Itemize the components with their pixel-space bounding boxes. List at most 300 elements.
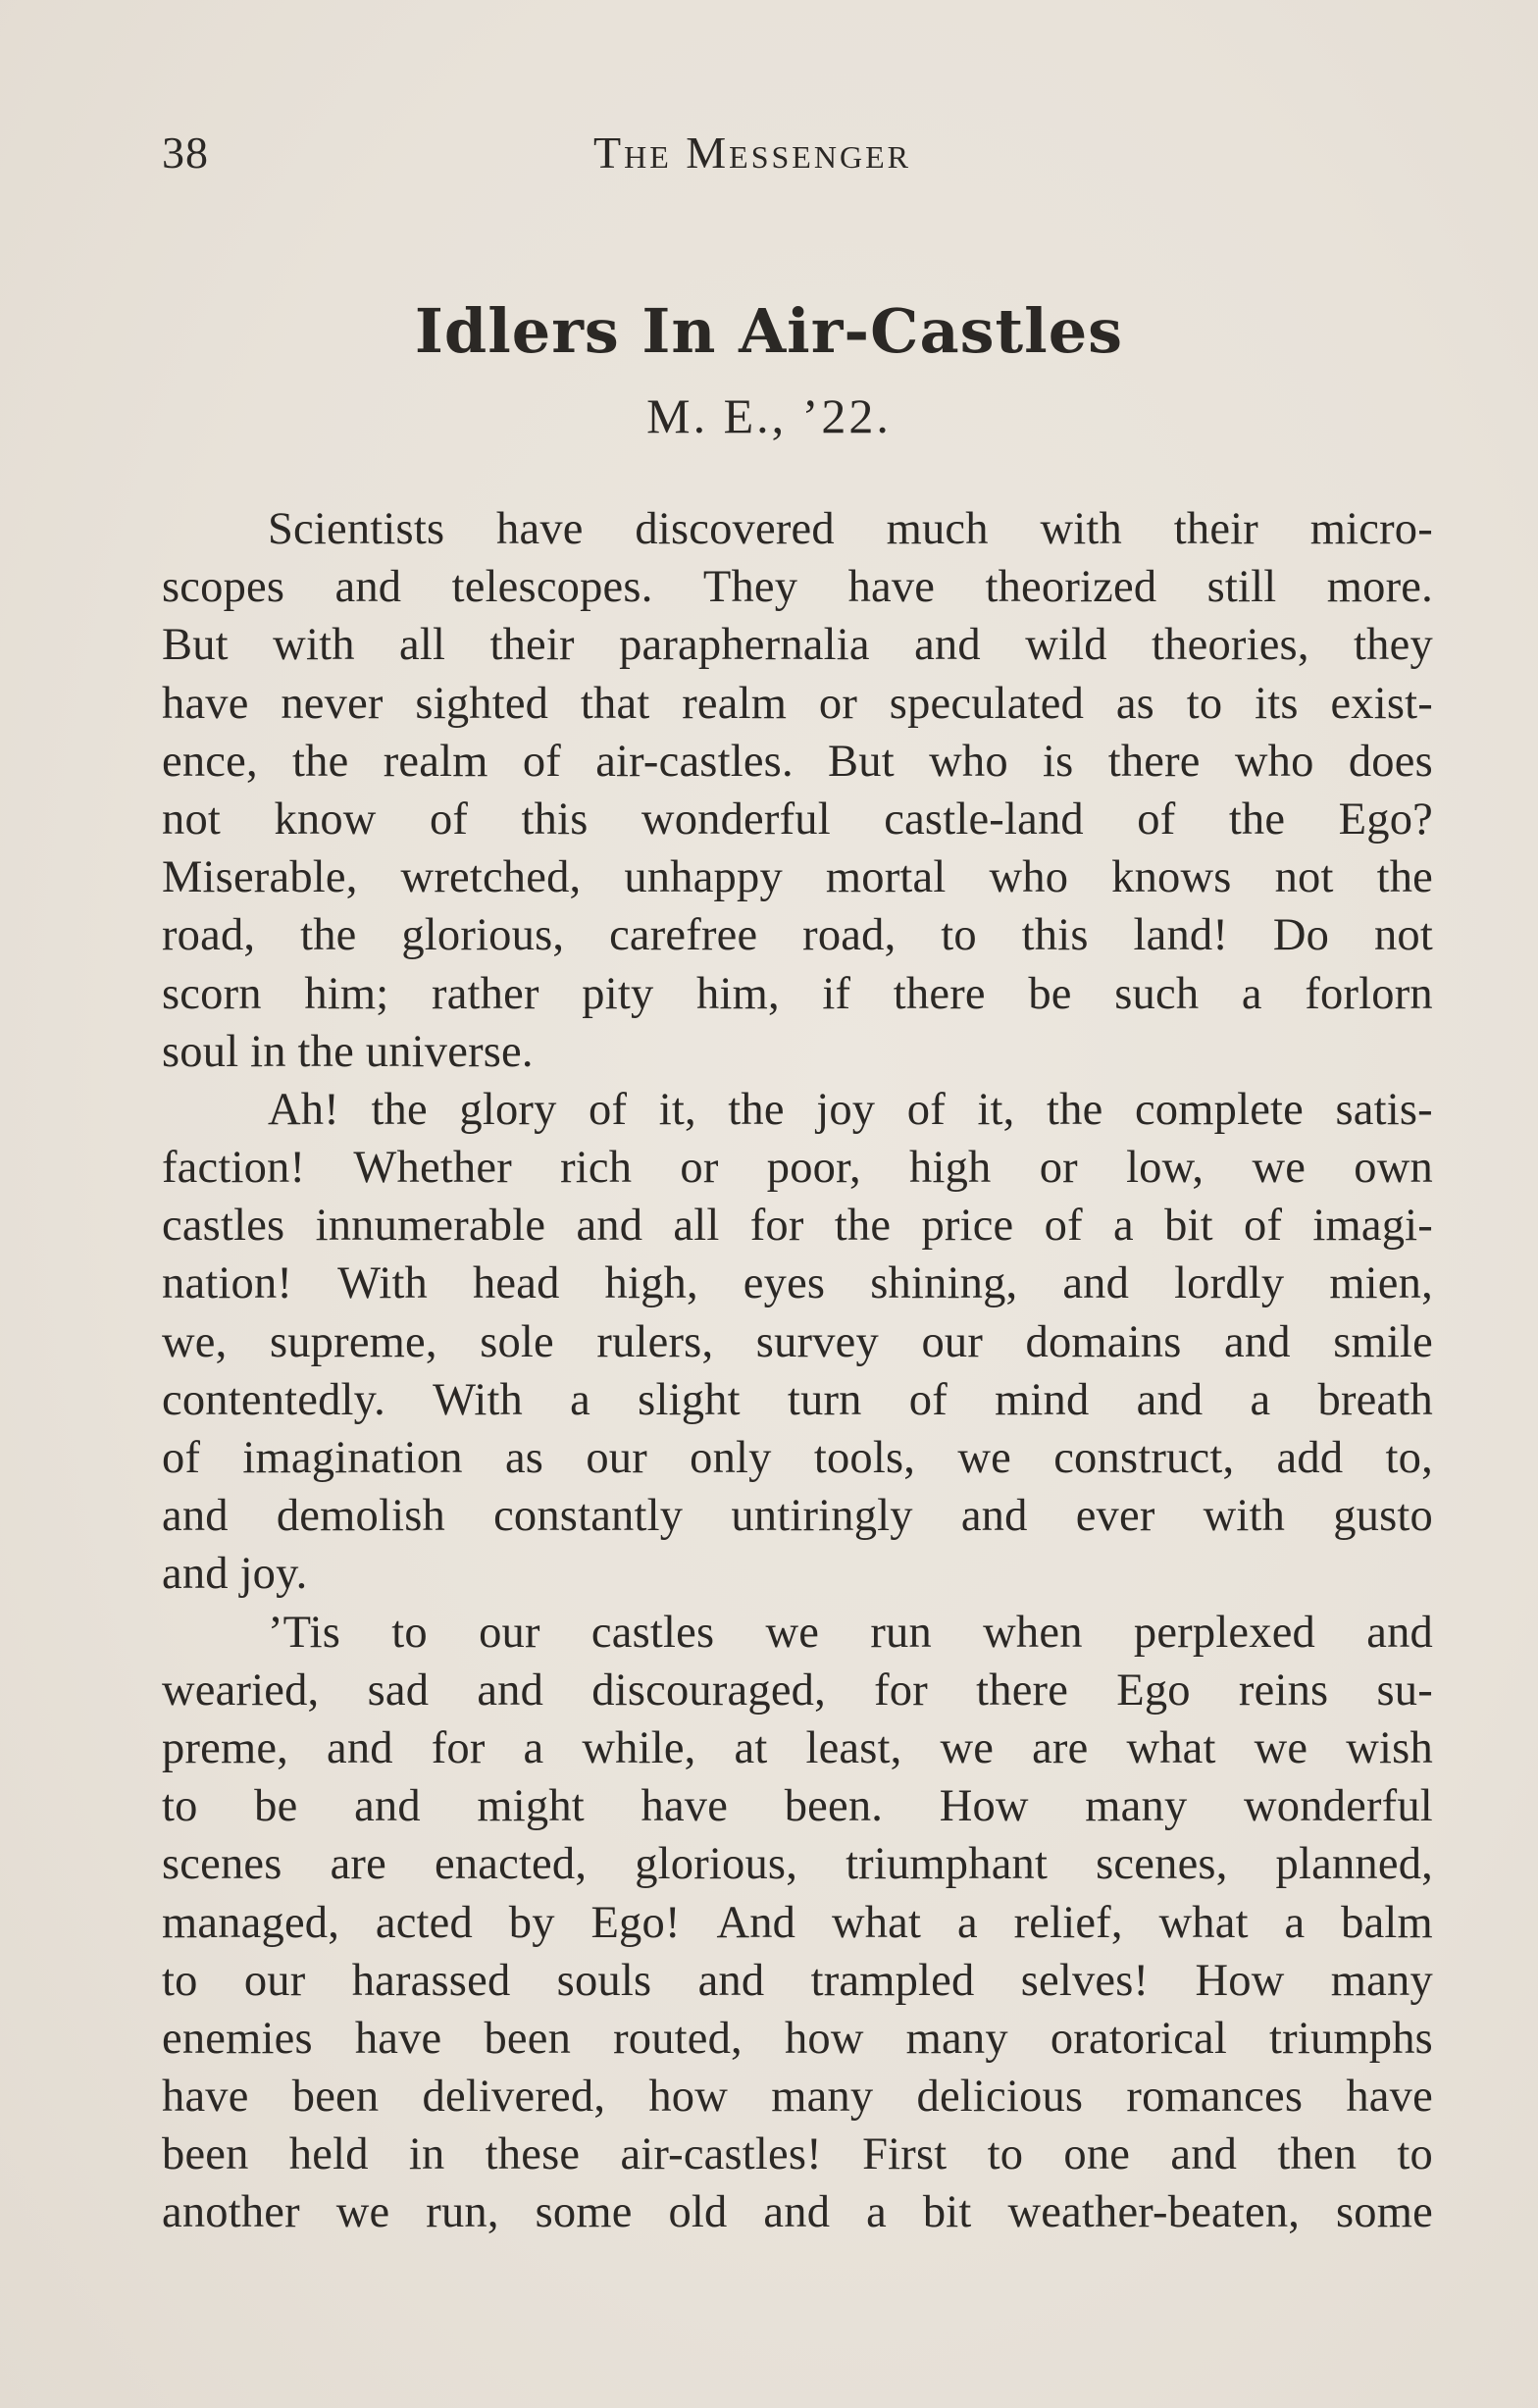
text-line: soul in the universe.	[162, 1026, 534, 1077]
word: have	[496, 504, 584, 554]
word: not	[162, 794, 222, 845]
word: the	[300, 910, 357, 961]
word: we	[1252, 1143, 1307, 1194]
word: trampled	[810, 1955, 975, 2006]
word: relief,	[1013, 1897, 1123, 1948]
word: managed,	[162, 1897, 340, 1948]
word: more.	[1326, 562, 1433, 613]
word: air-castles!	[620, 2129, 822, 2180]
word: forlorn	[1305, 968, 1433, 1019]
word: the	[371, 1084, 428, 1135]
word: road,	[802, 910, 897, 961]
word: many	[905, 2013, 1008, 2064]
word: one	[1063, 2129, 1131, 2180]
word: How	[1195, 1955, 1285, 2006]
word: scopes	[162, 562, 285, 613]
word: many	[771, 2072, 874, 2123]
word: there	[893, 968, 986, 1019]
word: are	[330, 1839, 386, 1890]
word: realm	[682, 678, 788, 729]
word: price	[921, 1201, 1014, 1252]
word: souls	[556, 1955, 652, 2006]
word: been	[162, 2129, 249, 2180]
word: smile	[1333, 1316, 1433, 1367]
word: for	[874, 1665, 928, 1716]
word: their	[1173, 504, 1258, 554]
word: breath	[1317, 1374, 1433, 1425]
word: exist-	[1330, 678, 1433, 729]
article-body	[162, 500, 1433, 2242]
word: the	[1047, 1084, 1103, 1135]
word: planned,	[1275, 1839, 1433, 1890]
word: low,	[1126, 1143, 1205, 1194]
word: the	[1376, 852, 1433, 903]
word: they	[1354, 620, 1433, 671]
word: our	[586, 1433, 647, 1483]
text-line	[162, 1371, 1433, 1429]
word: these	[485, 2129, 581, 2180]
word: never	[281, 678, 384, 729]
word: theorized	[985, 562, 1157, 613]
word: mind	[995, 1374, 1090, 1425]
word: harassed	[351, 1955, 511, 2006]
word: ence,	[162, 736, 258, 787]
word: sole	[480, 1316, 554, 1367]
word: or	[680, 1143, 719, 1194]
word: this	[1021, 910, 1089, 961]
word: him;	[304, 968, 389, 1019]
text-line	[162, 1139, 1433, 1197]
word: a	[956, 1897, 978, 1948]
word: knows	[1111, 852, 1232, 903]
article-title: Idlers In Air-Castles	[414, 295, 1124, 367]
word: mien,	[1329, 1258, 1433, 1309]
word: and	[1223, 1316, 1291, 1367]
word: to	[1186, 678, 1223, 729]
word: a	[1241, 968, 1262, 1019]
text-line	[162, 2068, 1433, 2126]
word: to,	[1385, 1433, 1433, 1483]
word: But	[828, 736, 895, 787]
word: been	[484, 2013, 572, 2064]
word: and	[1062, 1258, 1130, 1309]
word: glorious,	[635, 1839, 798, 1890]
word: in	[408, 2129, 445, 2180]
word: a	[866, 2187, 887, 2238]
word: balm	[1341, 1897, 1433, 1948]
word: nation!	[162, 1258, 293, 1309]
word: scenes	[162, 1839, 282, 1890]
word: pity	[582, 968, 654, 1019]
word: ever	[1075, 1491, 1155, 1542]
word: enemies	[162, 2013, 313, 2064]
word: Whether	[353, 1143, 512, 1194]
word: our	[921, 1316, 984, 1367]
word: high,	[604, 1258, 698, 1309]
word: what	[831, 1897, 922, 1948]
word: untiringly	[731, 1491, 913, 1542]
word: Scientists	[268, 504, 445, 554]
word: the	[834, 1201, 892, 1252]
word: we	[940, 1722, 995, 1773]
word: of	[1137, 794, 1176, 845]
word: our	[479, 1607, 540, 1658]
word: contentedly.	[162, 1374, 385, 1425]
word: of	[906, 1084, 946, 1135]
word: carefree	[609, 910, 758, 961]
word: own	[1354, 1143, 1433, 1194]
word: wild	[1025, 620, 1107, 671]
word: to	[162, 1955, 198, 2006]
text-line	[162, 2126, 1433, 2183]
word: glorious,	[401, 910, 565, 961]
word: land!	[1133, 910, 1229, 961]
word: turn	[787, 1374, 862, 1425]
word: satis-	[1335, 1084, 1433, 1135]
word: while,	[582, 1722, 696, 1773]
running-head	[162, 124, 1437, 182]
word: sighted	[415, 678, 549, 729]
word: shining,	[870, 1258, 1018, 1309]
text-line	[162, 965, 1433, 1023]
word: castles	[590, 1607, 715, 1658]
word: of	[522, 736, 561, 787]
text-line	[162, 733, 1433, 791]
word: preme,	[162, 1722, 289, 1773]
word: rather	[432, 968, 539, 1019]
text-line	[162, 1255, 1433, 1312]
word: what	[1158, 1897, 1249, 1948]
word: we,	[162, 1316, 228, 1367]
text-line	[162, 1662, 1433, 1719]
word: a	[1284, 1897, 1306, 1948]
word: of	[162, 1433, 201, 1483]
word: there	[976, 1665, 1069, 1716]
word: if	[822, 968, 851, 1019]
word: for	[431, 1722, 486, 1773]
word: be	[254, 1781, 298, 1832]
word: They	[702, 562, 798, 613]
word: and	[763, 2187, 831, 2238]
journal-title: The Messenger	[593, 128, 911, 178]
word: the	[1228, 794, 1286, 845]
text-line	[162, 2010, 1433, 2068]
word: With	[433, 1374, 524, 1425]
word: realm	[383, 736, 488, 787]
word: survey	[755, 1316, 879, 1367]
word: some	[535, 2187, 633, 2238]
word: might	[477, 1781, 585, 1832]
word: such	[1114, 968, 1200, 1019]
word: what	[1126, 1722, 1216, 1773]
word: discouraged,	[591, 1665, 826, 1716]
word: glory	[459, 1084, 557, 1135]
word: and	[1136, 1374, 1204, 1425]
word: add	[1276, 1433, 1344, 1483]
word: And	[716, 1897, 796, 1948]
word: have	[162, 2072, 249, 2123]
word: for	[749, 1201, 804, 1252]
word: rulers,	[596, 1316, 714, 1367]
word: the	[728, 1084, 785, 1135]
article-byline: M. E., ’22.	[646, 388, 892, 443]
word: scorn	[162, 968, 262, 1019]
word: micro-	[1309, 504, 1433, 554]
word: not	[1373, 910, 1433, 961]
word: discovered	[635, 504, 835, 554]
word: know	[274, 794, 377, 845]
word: their	[489, 620, 575, 671]
word: poor,	[766, 1143, 861, 1194]
word: and	[576, 1201, 643, 1252]
word: acted	[375, 1897, 473, 1948]
word: bit	[922, 2187, 972, 2238]
text-line	[162, 1081, 1433, 1139]
word: complete	[1134, 1084, 1304, 1135]
word: and	[1366, 1607, 1433, 1658]
word: and	[354, 1781, 421, 1832]
word: many	[1085, 1781, 1188, 1832]
word: faction!	[162, 1143, 306, 1194]
word: we	[335, 2187, 390, 2238]
word: telescopes.	[451, 562, 653, 613]
word: Do	[1272, 910, 1330, 961]
word: and	[914, 620, 981, 671]
word: Ah!	[268, 1084, 339, 1135]
text-line	[162, 558, 1433, 616]
word: we	[765, 1607, 820, 1658]
word: our	[243, 1955, 306, 2006]
word: held	[288, 2129, 369, 2180]
word: have	[847, 562, 936, 613]
text-line	[162, 906, 1433, 964]
word: oratorical	[1050, 2013, 1227, 2064]
word: First	[862, 2129, 948, 2180]
word: wonderful	[641, 794, 831, 845]
word: Ego?	[1338, 794, 1433, 845]
word: road,	[162, 910, 256, 961]
word: a	[570, 1374, 591, 1425]
text-line	[162, 1429, 1433, 1487]
word: who	[929, 736, 1008, 787]
word: then	[1277, 2129, 1358, 2180]
word: ’Tis	[268, 1607, 341, 1658]
word: joy	[816, 1084, 876, 1135]
word: scenes,	[1096, 1839, 1228, 1890]
text-line	[162, 1777, 1433, 1835]
word: some	[1336, 2187, 1433, 2238]
word: have	[354, 2013, 442, 2064]
word: how	[648, 2072, 729, 2123]
word: or	[818, 678, 858, 729]
text-line	[162, 1835, 1433, 1893]
word: perplexed	[1133, 1607, 1316, 1658]
word: mortal	[825, 852, 947, 903]
word: with	[1203, 1491, 1286, 1542]
word: with	[273, 620, 355, 671]
word: imagination	[242, 1433, 463, 1483]
word: a	[523, 1722, 544, 1773]
word: be	[1028, 968, 1072, 1019]
word: have	[1346, 2072, 1433, 2123]
word: a	[1250, 1374, 1271, 1425]
text-line: and joy.	[162, 1549, 308, 1600]
word: wonderful	[1244, 1781, 1433, 1832]
word: much	[886, 504, 989, 554]
word: who	[1234, 736, 1314, 787]
word: of	[908, 1374, 948, 1425]
word: not	[1274, 852, 1334, 903]
word: Ego	[1116, 1665, 1191, 1716]
word: innumerable	[315, 1201, 546, 1252]
word: enacted,	[434, 1839, 588, 1890]
word: when	[983, 1607, 1083, 1658]
word: old	[668, 2187, 728, 2238]
word: and	[477, 1665, 544, 1716]
word: a	[1113, 1201, 1134, 1252]
word: is	[1043, 736, 1074, 787]
word: only	[690, 1433, 772, 1483]
word: of	[429, 794, 469, 845]
word: routed,	[613, 2013, 743, 2064]
word: and	[697, 1955, 765, 2006]
page-number: 38	[162, 128, 209, 178]
word: delivered,	[422, 2072, 606, 2123]
text-line	[162, 848, 1433, 906]
word: wretched,	[400, 852, 582, 903]
word: slight	[638, 1374, 741, 1425]
text-line	[162, 675, 1433, 733]
text-line	[162, 791, 1433, 848]
word: who	[989, 852, 1069, 903]
word: as	[504, 1433, 544, 1483]
word: wish	[1346, 1722, 1433, 1773]
word: we	[1254, 1722, 1308, 1773]
word: how	[784, 2013, 864, 2064]
word: of	[1044, 1201, 1083, 1252]
word: head	[472, 1258, 560, 1309]
word: and	[327, 1722, 393, 1773]
word: triumphant	[846, 1839, 1049, 1890]
word: castle-land	[884, 794, 1084, 845]
word: and	[334, 562, 402, 613]
word: at	[734, 1722, 768, 1773]
word: and	[960, 1491, 1028, 1542]
word: triumphs	[1269, 2013, 1433, 2064]
word: romances	[1126, 2072, 1304, 2123]
word: it,	[658, 1084, 696, 1135]
word: run,	[426, 2187, 499, 2238]
word: and	[162, 1491, 229, 1542]
word: theories,	[1152, 620, 1309, 671]
word: all	[673, 1201, 720, 1252]
word: air-castles.	[595, 736, 794, 787]
word: high	[909, 1143, 992, 1194]
word: Ego!	[590, 1897, 681, 1948]
word: that	[580, 678, 650, 729]
word: many	[1330, 1955, 1433, 2006]
word: construct,	[1053, 1433, 1235, 1483]
text-line	[162, 1952, 1433, 2010]
word: have	[162, 678, 249, 729]
word: it,	[977, 1084, 1015, 1135]
word: speculated	[889, 678, 1085, 729]
text-line	[162, 1894, 1433, 1952]
word: su-	[1376, 1665, 1433, 1716]
text-line	[162, 616, 1433, 674]
word: bit	[1164, 1201, 1213, 1252]
text-line	[162, 1313, 1433, 1371]
word: least,	[805, 1722, 902, 1773]
text-line	[162, 2183, 1433, 2241]
word: But	[162, 620, 229, 671]
word: and	[1170, 2129, 1238, 2180]
word: have	[641, 1781, 729, 1832]
word: How	[939, 1781, 1029, 1832]
word: to	[391, 1607, 428, 1658]
text-line	[162, 500, 1433, 558]
word: domains	[1025, 1316, 1182, 1367]
word: its	[1255, 678, 1299, 729]
word: demolish	[276, 1491, 445, 1542]
word: imagi-	[1312, 1201, 1433, 1252]
text-line	[162, 1719, 1433, 1777]
word: Miserable,	[162, 852, 358, 903]
word: does	[1348, 736, 1433, 787]
word: this	[521, 794, 589, 845]
word: another	[162, 2187, 300, 2238]
word: him,	[696, 968, 780, 1019]
word: of	[589, 1084, 628, 1135]
text-line	[162, 1604, 1433, 1662]
word: sad	[367, 1665, 430, 1716]
word: wearied,	[162, 1665, 320, 1716]
text-line	[162, 1487, 1433, 1545]
word: to	[1397, 2129, 1433, 2180]
word: lordly	[1174, 1258, 1285, 1309]
word: With	[337, 1258, 429, 1309]
word: supreme,	[269, 1316, 437, 1367]
word: been	[291, 2072, 380, 2123]
word: run	[870, 1607, 932, 1658]
word: selves!	[1020, 1955, 1150, 2006]
word: with	[1040, 504, 1122, 554]
word: eyes	[743, 1258, 826, 1309]
word: been.	[784, 1781, 884, 1832]
word: unhappy	[624, 852, 783, 903]
word: still	[1206, 562, 1277, 613]
word: to	[941, 910, 977, 961]
word: as	[1115, 678, 1154, 729]
word: or	[1039, 1143, 1078, 1194]
word: gusto	[1333, 1491, 1433, 1542]
word: paraphernalia	[619, 620, 870, 671]
word: the	[292, 736, 349, 787]
word: rich	[560, 1143, 633, 1194]
word: delicious	[916, 2072, 1084, 2123]
word: are	[1032, 1722, 1089, 1773]
word: there	[1107, 736, 1201, 787]
word: constantly	[493, 1491, 684, 1542]
word: castles	[162, 1201, 285, 1252]
word: to	[162, 1781, 198, 1832]
word: reins	[1238, 1665, 1329, 1716]
word: by	[508, 1897, 555, 1948]
word: tools,	[813, 1433, 916, 1483]
word: we	[957, 1433, 1011, 1483]
word: all	[399, 620, 446, 671]
word: of	[1244, 1201, 1283, 1252]
